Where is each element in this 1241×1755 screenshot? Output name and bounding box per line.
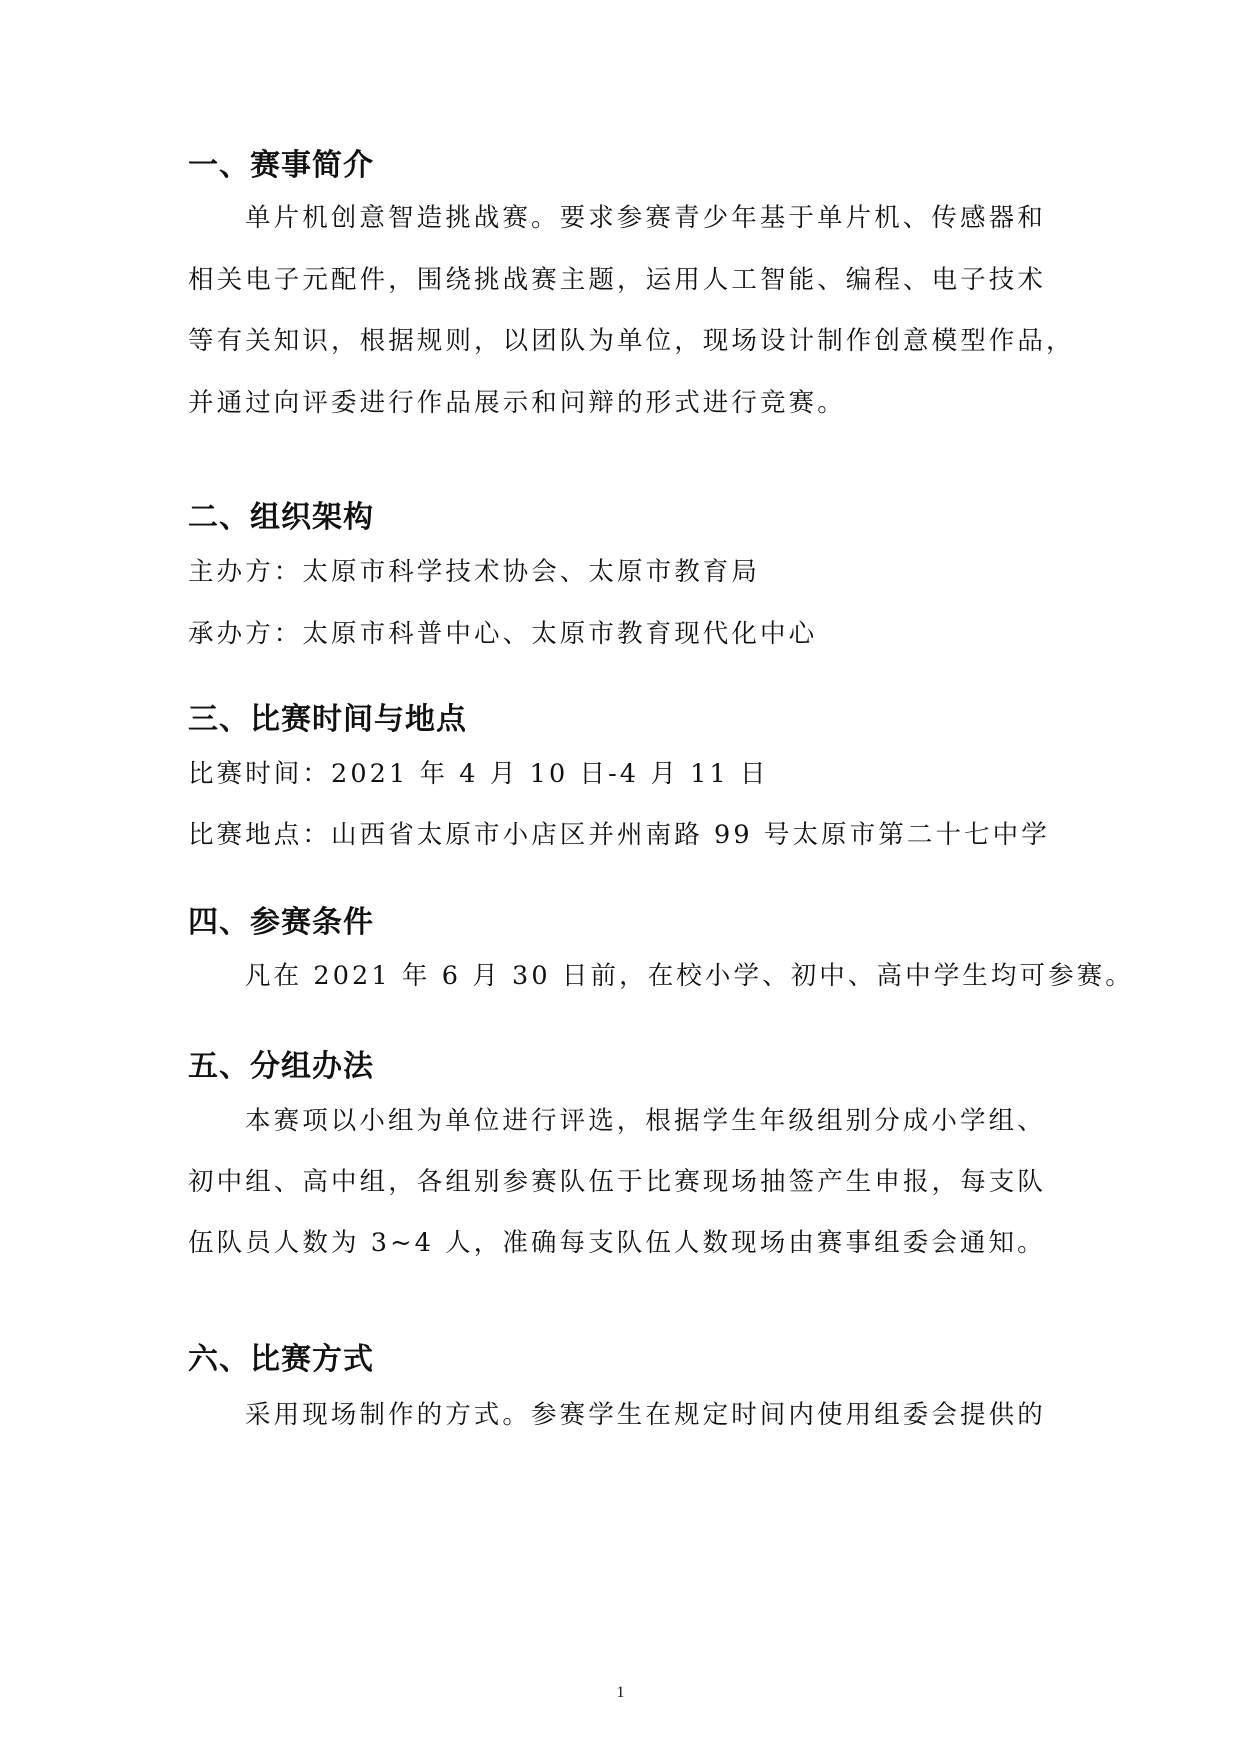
- section-heading-organization: 二、组织架构: [188, 500, 374, 535]
- section-heading-eligibility: 四、参赛条件: [188, 905, 374, 940]
- section-heading-format: 六、比赛方式: [188, 1342, 374, 1377]
- paragraph-line: 采用现场制作的方式。参赛学生在规定时间内使用组委会提供的: [245, 1400, 1046, 1430]
- paragraph-line: 单片机创意智造挑战赛。要求参赛青少年基于单片机、传感器和: [245, 203, 1046, 233]
- event-time-line: 比赛时间：2021 年 4 月 10 日-4 月 11 日: [188, 759, 769, 789]
- paragraph-line: 本赛项以小组为单位进行评选，根据学生年级组别分成小学组、: [245, 1106, 1046, 1136]
- organizer-line: 主办方：太原市科学技术协会、太原市教育局: [188, 557, 761, 587]
- section-heading-grouping: 五、分组办法: [188, 1049, 374, 1084]
- paragraph-line: 等有关知识，根据规则，以团队为单位，现场设计制作创意模型作品，: [188, 326, 1075, 356]
- section-heading-overview: 一、赛事简介: [188, 148, 374, 183]
- page-number: 1: [616, 1684, 625, 1701]
- paragraph-line: 伍队员人数为 3~4 人，准确每支队伍人数现场由赛事组委会通知。: [188, 1228, 1046, 1258]
- paragraph-line: 相关电子元配件，围绕挑战赛主题，运用人工智能、编程、电子技术: [188, 265, 1047, 295]
- section-heading-time-location: 三、比赛时间与地点: [188, 702, 467, 737]
- co-organizer-line: 承办方：太原市科普中心、太原市教育现代化中心: [188, 619, 818, 649]
- paragraph-line: 并通过向评委进行作品展示和问辩的形式进行竞赛。: [188, 388, 846, 418]
- event-location-line: 比赛地点：山西省太原市小店区并州南路 99 号太原市第二十七中学: [188, 820, 1050, 850]
- paragraph-line: 凡在 2021 年 6 月 30 日前，在校小学、初中、高中学生均可参赛。: [245, 961, 1134, 991]
- paragraph-line: 初中组、高中组，各组别参赛队伍于比赛现场抽签产生申报，每支队: [188, 1167, 1047, 1197]
